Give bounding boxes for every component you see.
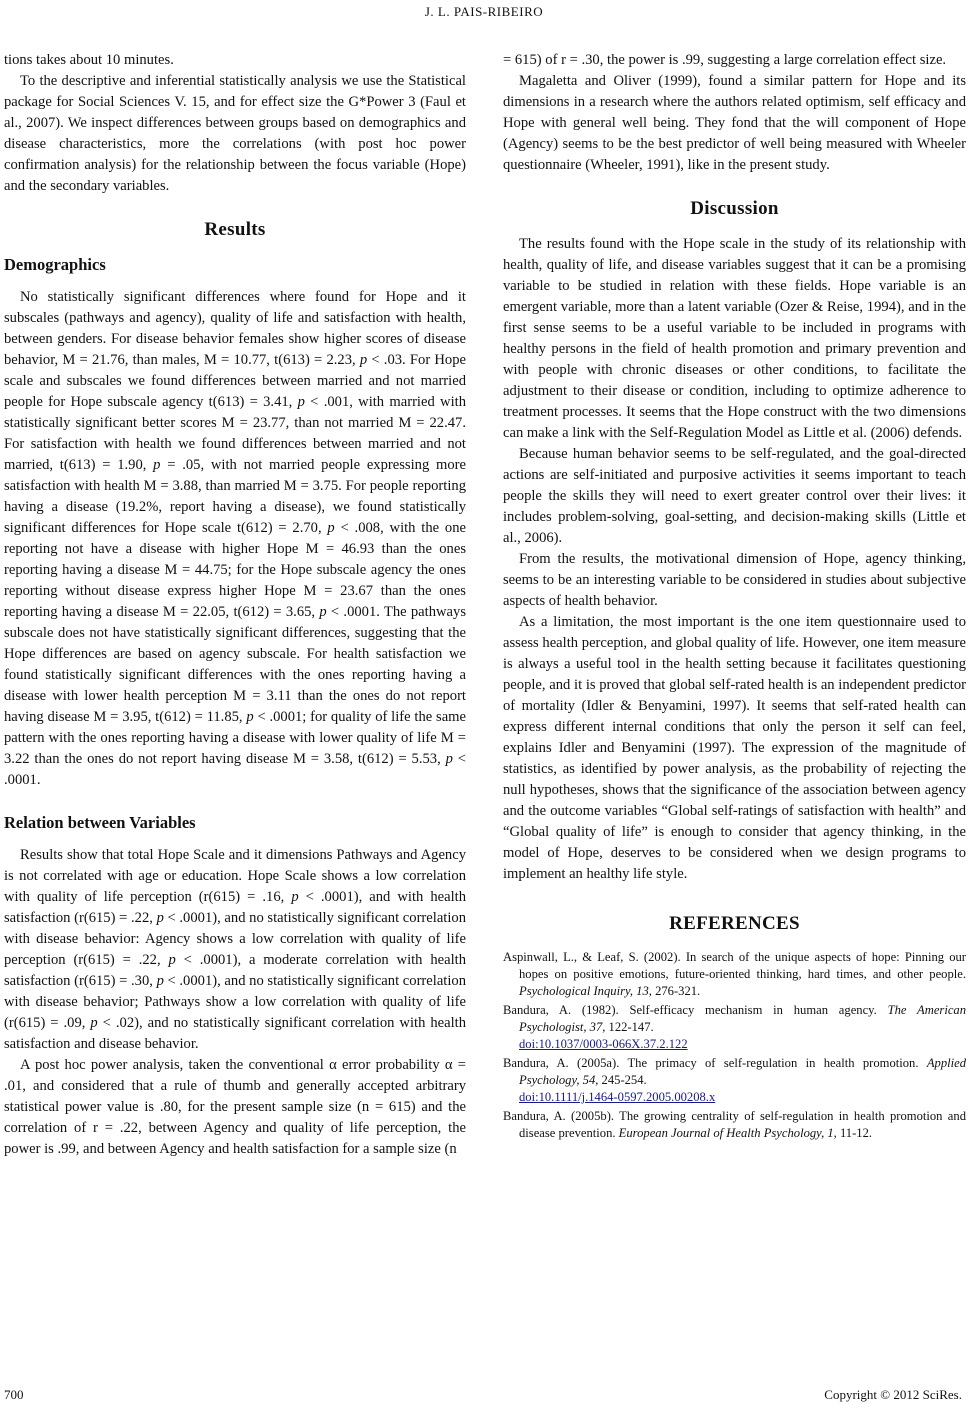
page-number: 700 <box>4 1387 24 1402</box>
paragraph-posthoc: A post hoc power analysis, taken the conventional α error probability α = .01, and considered that a rule of thumb and generally accepted arbitrary statistical power value is .80, for the present sample size (n = 615) and the correlation of r = .22, between Agency and quality of life perception, the power is .99, and between Agency and health satisfaction for a sample size (n <box>4 1057 466 1157</box>
subsection-heading-demographics: Demographics <box>4 255 106 274</box>
left-column <box>4 50 466 1160</box>
paragraph-discussion-1: The results found with the Hope scale in the study of its relationship with health, quality of life, and disease variables suggest that it can be a promising variable to be studied in relation with these fields. Hope variable is an emergent variable, more than a latent variable (Ozer & Reise, 1994), and in the first sense seems to be a useful variable to be included in programs with healthy persons in the field of health promotion and primary prevention and with people with chronic diseases or other conditions, to facilitate the adjustment to their disease or condition, including to optimize adherence to treatment processes. It seems that the Hope construct with the two dimensions can make a link with the Self-Regulation Model as Little et al. (2006) defends. <box>503 236 966 441</box>
paragraph-demographics: No statistically significant differences where found for Hope and it subscales (pathways and agency), quality of life and satisfaction with health, between genders. For disease behavior females show higher scores of disease behavior, M = 21.76, than males, M = 10.77, t(613) = 2.23, p < .03. For Hope scale and subscales we found differences between married and not married people for Hope subscale agency t(613) = 3.41, p < .001, with married with statistically significant better scores M = 23.77, than not married M = 22.47. For satisfaction with health we found differences between married and not married, t(613) = 1.90, p = .05, with not married people expressing more satisfaction with health M = 3.88, than married M = 3.75. For people reporting having a disease (19.2%, report having a disease), we found statistically significant differences for Hope scale t(612) = 2.70, p < .008, with the one reporting not have a disease with higher Hope M = 46.93 than the ones reporting having a disease M = 44.75; for the Hope subscale agency the ones reporting without disease express higher Hope M = 23.67 than the ones reporting having a disease M = 22.05, t(612) = 3.65, p < .0001. The pathways subscale does not have statistically significant differences, suggesting that the Hope differences are based on agency subscale. For health satisfaction we found statistically significant differences with the ones reporting having a disease with lower health perception M = 3.11 than the ones do not report having disease M = 3.95, t(612) = 11.85, p < .0001; for quality of life the same pattern with the ones reporting having a disease with lower quality of life M = 3.22 than the ones do not report having disease M = 3.58, t(612) = 5.53, p < .0001. <box>4 289 467 788</box>
paragraph-discussion-2: Because human behavior seems to be self-regulated, and the goal-directed actions are self-initiated and purposive activities it seems important to teach people the skills they will need to exert greater control over their lives: it includes problem-solving, goal-setting, and decision-making skills (Little et al., 2006). <box>503 446 966 546</box>
paragraph-statistics: To the descriptive and inferential statistically analysis we use the Statistical package for Social Sciences V. 15, and for effect size the G*Power 3 (Faul et al., 2007). We inspect differences between groups based on demographics and disease characteristics, more the correlations (with post hoc power confirmation analysis) for the relationship between the focus variable (Hope) and the secondary variables. <box>4 73 466 194</box>
doi-link[interactable]: doi:10.1037/0003-066X.37.2.122 <box>519 1037 688 1051</box>
paragraph-effect-size: = 615) of r = .30, the power is .99, suggesting a large correlation effect size. <box>503 52 947 68</box>
running-head: J. L. PAIS-RIBEIRO <box>424 4 544 19</box>
paragraph-method-end: tions takes about 10 minutes. <box>4 52 174 68</box>
reference-item: Bandura, A. (2005b). The growing centrality of self-regulation in health promotion and disease prevention. European Journal of Health Psychology, 1, 11-12. <box>503 1109 966 1140</box>
paragraph-discussion-3: From the results, the motivational dimension of Hope, agency thinking, seems to be an interesting variable to be considered in studies about subjective aspects of health behavior. <box>503 551 966 609</box>
right-column <box>503 50 966 1142</box>
section-heading-results: Results <box>204 219 266 240</box>
doi-link[interactable]: doi:10.1111/j.1464-0597.2005.00208.x <box>519 1090 716 1104</box>
reference-item: Bandura, A. (2005a). The primacy of self-regulation in health promotion. Applied Psychology, 54, 245-254. doi:10.1111/j.1464-0597.2005.00208.x <box>503 1056 966 1104</box>
paragraph-relation: Results show that total Hope Scale and it dimensions Pathways and Agency is not correlated with age or education. Hope Scale shows a low correlation with quality of life perception (r(615) = .16, p < .0001), and with health satisfaction (r(615) = .22, p < .0001), and no statistically significant correlation with disease behavior: Agency shows a low correlation with quality of life perception (r(615) = .22, p < .0001), a moderate correlation with health satisfaction (r(615) = .30, p < .0001), and no statistically significant correlation with disease behavior; Pathways show a low correlation with quality of life (r(615) = .09, p < .02), and no statistically significant correlation with health satisfaction and disease behavior. <box>4 847 466 1052</box>
reference-item: Aspinwall, L., & Leaf, S. (2002). In search of the unique aspects of hope: Pinning our hopes on positive emotions, future-oriented thinking, hard times, and other people. Psychological Inquiry, 13, 276-321. <box>503 950 966 998</box>
paragraph-discussion-4: As a limitation, the most important is the one item questionnaire used to assess health perception, and global quality of life. However, one item measure is always a useful tool in the health setting because it facilitates questioning people, and it is proved that global self-rated health is an independent predictor of mortality (Idler & Benyamini, 1997). It seems that self-rated health can express different internal conditions that only the person it self can feel, explains Idler and Benyamini (1997). The expression of the magnitude of statistics, as identified by power analysis, as the probability of rejecting the null hypotheses, shows that the significance of the association between agency and the outcome variables “Global self-ratings of satisfaction with health” and “Global quality of life” is enough to consider that agency thinking, in the model of Hope, deserves to be considered when we design programs to implement an healthy life style. <box>503 614 966 882</box>
reference-item: Bandura, A. (1982). Self-efficacy mechanism in human agency. The American Psychologist, 37, 122-147. doi:10.1037/0003-066X.37.2.122 <box>503 1003 967 1051</box>
paragraph-magaletta: Magaletta and Oliver (1999), found a similar pattern for Hope and its dimensions in a research where the authors related optimism, self efficacy and Hope with general well being. They fond that the will component of Hope (Agency) seems to be the best predictor of well being measured with Wheeler questionnaire (Wheeler, 1991), like in the present study. <box>503 73 966 173</box>
subsection-heading-relation: Relation between Variables <box>4 813 196 832</box>
section-heading-discussion: Discussion <box>690 198 779 219</box>
section-heading-references: REFERENCES <box>669 913 800 934</box>
copyright-notice: Copyright © 2012 SciRes. <box>824 1387 962 1402</box>
